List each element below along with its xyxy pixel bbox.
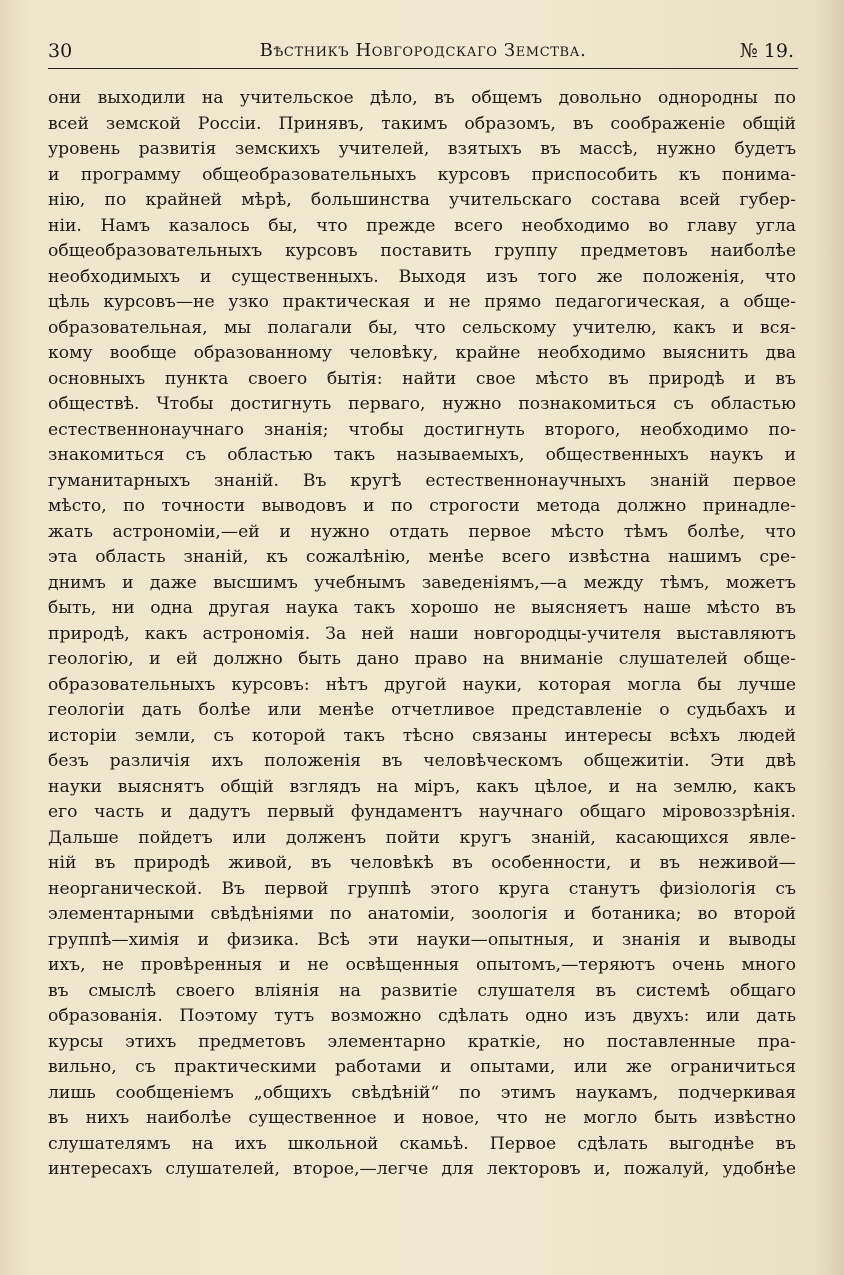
text-line: элементарными свѣдѣніями по анатоміи, зоологія и ботаника; во второй <box>48 904 796 924</box>
text-line: лишь сообщеніемъ „общихъ свѣдѣній“ по этимъ наукамъ, подчеркивая <box>48 1082 796 1103</box>
text-line: образованія. Поэтому тутъ возможно сдѣлать одно изъ двухъ: или дать <box>48 1006 796 1026</box>
text-line: уровень развитія земскихъ учителей, взятыхъ въ массѣ, нужно будетъ <box>48 139 796 159</box>
text-line: основныхъ пункта своего бытія: найти свое мѣсто въ природѣ и въ <box>48 368 796 389</box>
text-line: жать астрономіи,—ей и нужно отдать первое мѣсто тѣмъ болѣе, что <box>48 521 796 542</box>
page-number: 30 <box>48 40 73 62</box>
text-line: общеобразовательныхъ курсовъ поставить группу предметовъ наиболѣе <box>48 241 796 261</box>
text-line: интересахъ слушателей, второе,—легче для лекторовъ и, пожалуй, удобнѣе <box>48 1159 796 1179</box>
text-line: мѣсто, по точности выводовъ и по строгости метода должно принадле- <box>48 496 796 516</box>
text-line: вильно, съ практическими работами и опытами, или же ограничиться <box>48 1057 796 1077</box>
text-line: природѣ, какъ астрономія. За ней наши новгородцы-учителя выставляютъ <box>48 623 796 644</box>
text-line: цѣль курсовъ—не узко практическая и не прямо педагогическая, а обще- <box>48 292 796 312</box>
text-line: въ нихъ наиболѣе существенное и новое, что не могло быть извѣстно <box>48 1108 796 1128</box>
text-line: геологіи дать болѣе или менѣе отчетливое представленіе о судьбахъ и <box>48 700 796 720</box>
text-line: кому вообще образованному человѣку, крайне необходимо выяснить два <box>48 343 796 363</box>
text-line: они выходили на учительское дѣло, въ общемъ довольно однородны по <box>48 88 796 108</box>
text-line: курсы этихъ предметовъ элементарно краткіе, но поставленные пра- <box>48 1031 796 1052</box>
text-line: естественнонаучнаго знанія; чтобы достигнуть второго, необходимо по- <box>48 419 796 440</box>
text-line: Дальше пойдетъ или долженъ пойти кругъ знаній, касающихся явле- <box>48 827 796 848</box>
text-line: безъ различія ихъ положенія въ человѣческомъ общежитіи. Эти двѣ <box>48 751 796 771</box>
text-line: ихъ, не провѣренныя и не освѣщенныя опытомъ,—теряютъ очень много <box>48 955 796 975</box>
text-line: необходимыхъ и существенныхъ. Выходя изъ того же положенія, что <box>48 266 796 287</box>
text-line: ніи. Намъ казалось бы, что прежде всего необходимо во главу угла <box>48 215 796 236</box>
text-line: и программу общеобразовательныхъ курсовъ приспособить къ понима- <box>48 164 796 185</box>
text-line: образовательныхъ курсовъ: нѣтъ другой науки, которая могла бы лучше <box>48 674 796 695</box>
text-line: въ смыслѣ своего вліянія на развитіе слушателя въ системѣ общаго <box>48 980 796 1001</box>
issue-number: № 19. <box>739 40 794 62</box>
text-line: нію, по крайней мѣрѣ, большинства учительскаго состава всей губер- <box>48 190 796 210</box>
text-line: всей земской Россіи. Принявъ, такимъ образомъ, въ соображеніе общій <box>48 113 796 134</box>
running-title: Вѣстникъ Новгородскаго Земства. <box>259 40 587 61</box>
text-line: быть, ни одна другая наука такъ хорошо не выясняетъ наше мѣсто въ <box>48 598 796 618</box>
text-line: неорганической. Въ первой группѣ этого круга станутъ физіологія съ <box>48 878 796 899</box>
text-line: образовательная, мы полагали бы, что сельскому учителю, какъ и вся- <box>48 317 796 338</box>
text-line: эта область знаній, къ сожалѣнію, менѣе всего извѣстна нашимъ сре- <box>48 547 796 567</box>
text-line: исторіи земли, съ которой такъ тѣсно связаны интересы всѣхъ людей <box>48 725 796 746</box>
text-line: науки выяснятъ общій взглядъ на міръ, какъ цѣлое, и на землю, какъ <box>48 776 796 797</box>
text-line: знакомиться съ областью такъ называемыхъ, общественныхъ наукъ и <box>48 445 796 465</box>
text-line: ній въ природѣ живой, въ человѣкѣ въ особенности, и въ неживой— <box>48 853 796 873</box>
text-line: днимъ и даже высшимъ учебнымъ заведеніямъ,—а между тѣмъ, можетъ <box>48 572 796 593</box>
page-edge-shadow <box>814 0 844 1275</box>
text-line: слушателямъ на ихъ школьной скамьѣ. Первое сдѣлать выгоднѣе въ <box>48 1133 796 1154</box>
page-header <box>48 38 798 69</box>
text-line: гуманитарныхъ знаній. Въ кругѣ естественнонаучныхъ знаній первое <box>48 470 796 491</box>
text-line: группѣ—химія и физика. Всѣ эти науки—опытныя, и знанія и выводы <box>48 929 796 950</box>
text-line: его часть и дадутъ первый фундаментъ научнаго общаго міровоззрѣнія. <box>48 802 796 822</box>
text-line: обществѣ. Чтобы достигнуть перваго, нужно познакомиться съ областью <box>48 394 796 414</box>
body-text <box>48 86 796 1183</box>
text-line: геологію, и ей должно быть дано право на вниманіе слушателей обще- <box>48 649 796 669</box>
